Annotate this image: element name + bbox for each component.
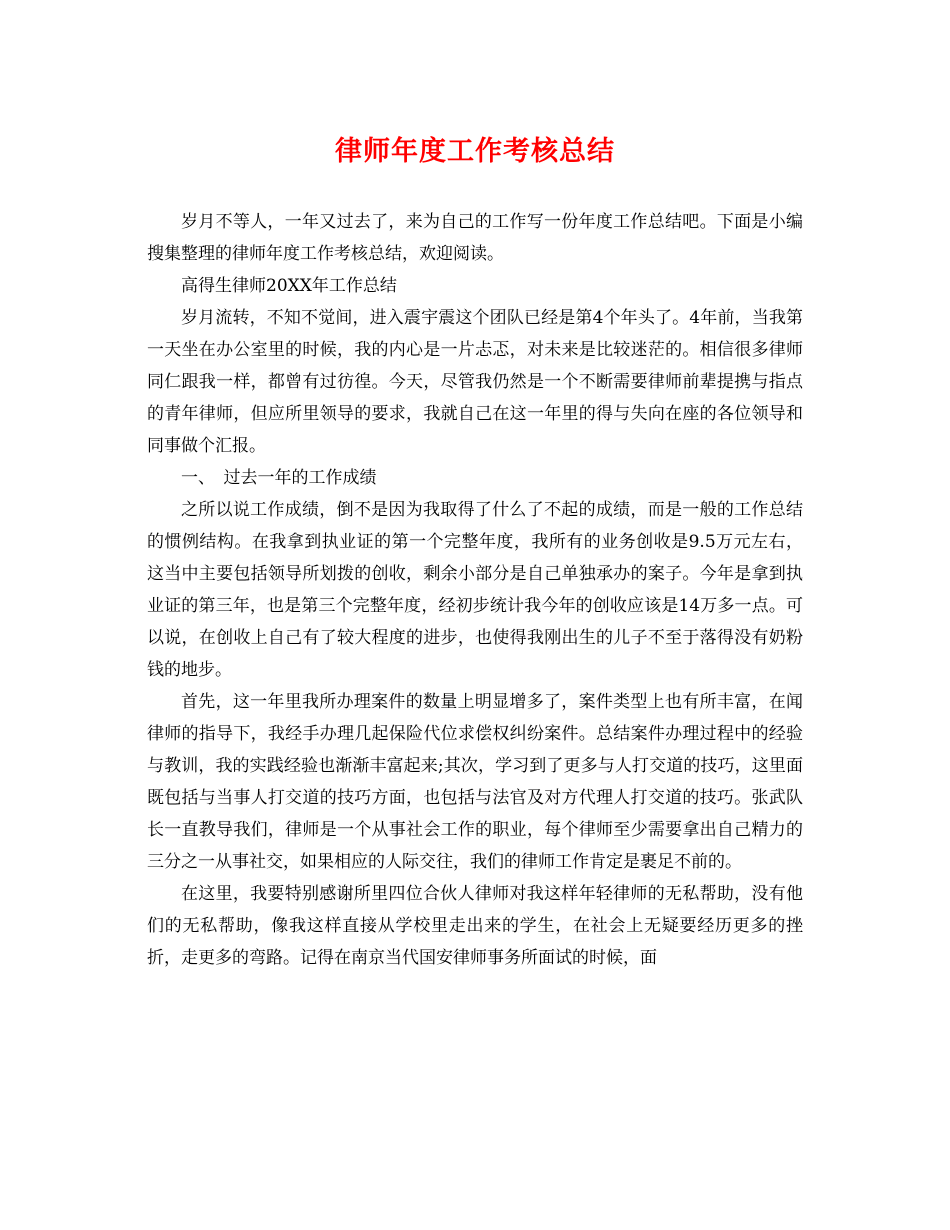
paragraph-first-second: 首先，这一年里我所办理案件的数量上明显增多了，案件类型上也有所丰富，在闻律师的指导下，我经手办理几起保险代位求偿权纠纷案件。总结案件办理过程中的经验与教训，我的实践经验也渐渐丰富起来;其次，学习到了更多与人打交道的技巧，这里面既包括与当事人打交道的技巧方面，也包括与法官及对方代理人打交道的技巧。张武队长一直教导我们，律师是一个从事社会工作的职业，每个律师至少需要拿出自己精力的三分之一从事社交，如果相应的人际交往，我们的律师工作肯定是裹足不前的。 [147, 692, 803, 872]
paragraph-subtitle: 高得生律师20XX年工作总结 [181, 276, 397, 296]
paragraph-team-years: 岁月流转，不知不觉间，进入震宇震这个团队已经是第4个年头了。4年前，当我第一天坐在办公室里的时候，我的内心是一片忐忑，对未来是比较迷茫的。相信很多律师同仁跟我一样，都曾有过彷徨。今天，尽管我仍然是一个不断需要律师前辈提携与指点的青年律师，但应所里领导的要求，我就自己在这一年里的得与失向在座的各位领导和同事做个汇报。 [147, 308, 803, 456]
paragraph-intro: 岁月不等人，一年又过去了，来为自己的工作写一份年度工作总结吧。下面是小编搜集整理的律师年度工作考核总结，欢迎阅读。 [147, 212, 803, 264]
section-heading-achievements: 一、 过去一年的工作成绩 [181, 468, 377, 488]
document-body [147, 206, 803, 974]
paragraph-thanks: 在这里，我要特别感谢所里四位合伙人律师对我这样年轻律师的无私帮助，没有他们的无私帮助，像我这样直接从学校里走出来的学生，在社会上无疑要经历更多的挫折，走更多的弯路。记得在南京当代国安律师事务所面试的时候，面 [147, 884, 803, 968]
document-title: 律师年度工作考核总结 [335, 136, 615, 167]
paragraph-achievements: 之所以说工作成绩，倒不是因为我取得了什么了不起的成绩，而是一般的工作总结的惯例结构。在我拿到执业证的第一个完整年度，我所有的业务创收是9.5万元左右，这当中主要包括领导所划拨的创收，剩余小部分是自己单独承办的案子。今年是拿到执业证的第三年，也是第三个完整年度，经初步统计我今年的创收应该是14万多一点。可以说，在创收上自己有了较大程度的进步，也使得我刚出生的儿子不至于落得没有奶粉钱的地步。 [147, 500, 803, 680]
